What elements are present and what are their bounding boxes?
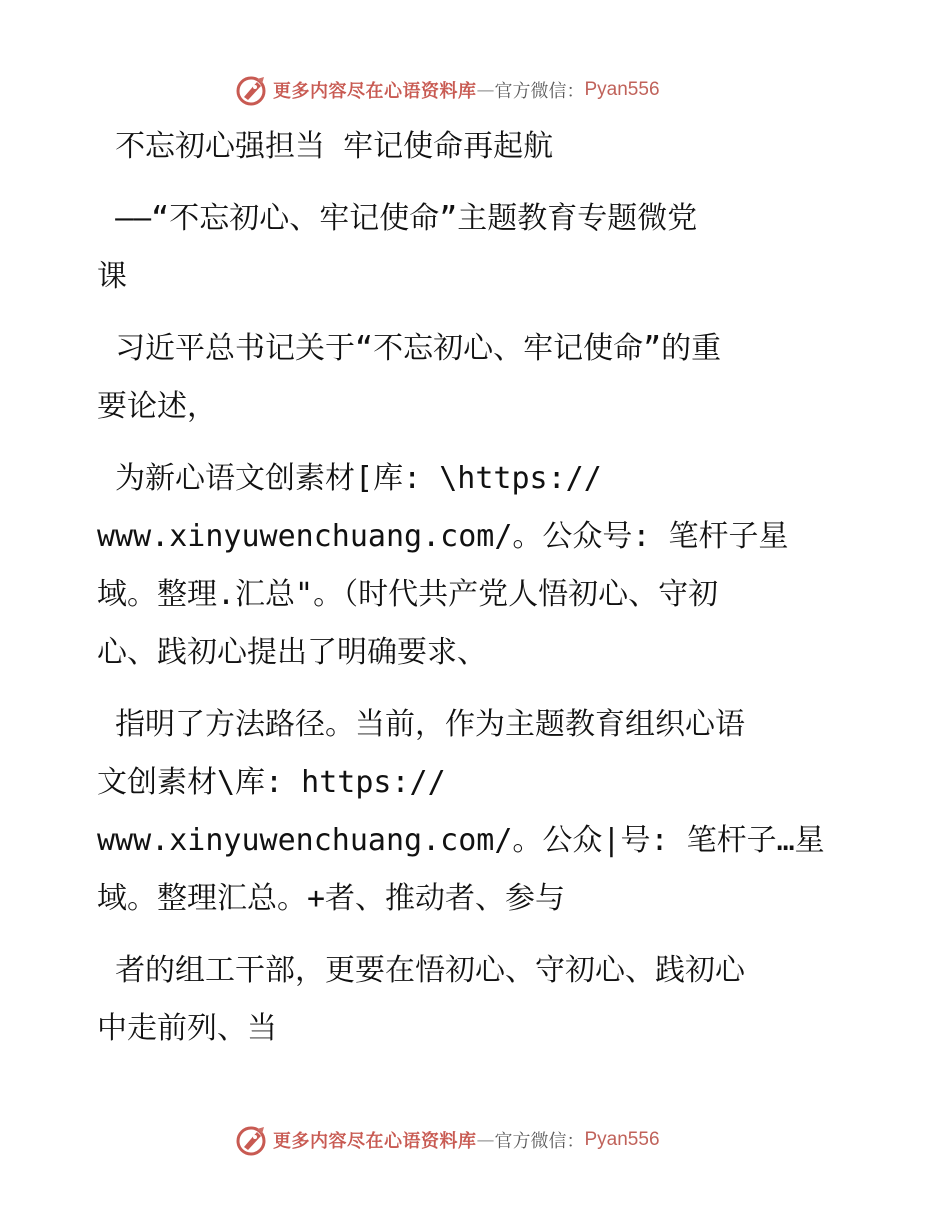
- header-banner: [235, 72, 660, 108]
- document-body: [97, 118, 857, 1072]
- text-line: 心、践初心提出了明确要求、: [97, 635, 487, 670]
- pen-nib-logo-icon: [235, 1123, 269, 1157]
- paragraph: [97, 190, 857, 306]
- footer-banner: [235, 1122, 660, 1158]
- banner-dash: —: [476, 79, 495, 101]
- text-line: 域。整理.汇总"。（时代共产党人悟初心、守初: [97, 577, 719, 612]
- banner-wechat-label: 官方微信：: [494, 1131, 585, 1152]
- banner-wechat-id: Pyan556: [584, 1129, 660, 1150]
- banner-main-text: 更多内容尽在心语资料库: [273, 1131, 477, 1152]
- text-line: 课: [97, 259, 127, 294]
- text-line: 者的组工干部，更要在悟初心、守初心、践初心: [97, 953, 746, 988]
- banner-dash: —: [476, 1129, 495, 1151]
- text-line: 中走前列、当: [97, 1011, 277, 1046]
- text-line: 习近平总书记关于“不忘初心、牢记使命”的重: [97, 331, 722, 366]
- banner-wechat-label: 官方微信：: [494, 81, 585, 102]
- text-line: 要论述，: [97, 389, 217, 424]
- text-line: 指明了方法路径。当前，作为主题教育组织心语: [97, 707, 746, 742]
- text-line: 文创素材\库: https://: [97, 765, 446, 800]
- banner-wechat-id: Pyan556: [584, 79, 660, 100]
- text-line: 为新心语文创素材[库: \https://: [97, 461, 602, 496]
- text-line: ——“不忘初心、牢记使命”主题教育专题微党: [97, 201, 698, 236]
- paragraph: [97, 696, 857, 928]
- banner-main-text: 更多内容尽在心语资料库: [273, 81, 477, 102]
- text-line: 域。整理汇总。+者、推动者、参与: [97, 881, 566, 916]
- text-line: www.xinyuwenchuang.com/。公众号: 笔杆子星: [97, 519, 789, 554]
- paragraph: [97, 320, 857, 436]
- paragraph: [97, 942, 857, 1058]
- paragraph: [97, 450, 857, 682]
- paragraph: [97, 118, 857, 176]
- pen-nib-logo-icon: [235, 73, 269, 107]
- text-line: 不忘初心强担当 牢记使命再起航: [97, 129, 554, 164]
- text-line: www.xinyuwenchuang.com/。公众|号: 笔杆子…星: [97, 823, 825, 858]
